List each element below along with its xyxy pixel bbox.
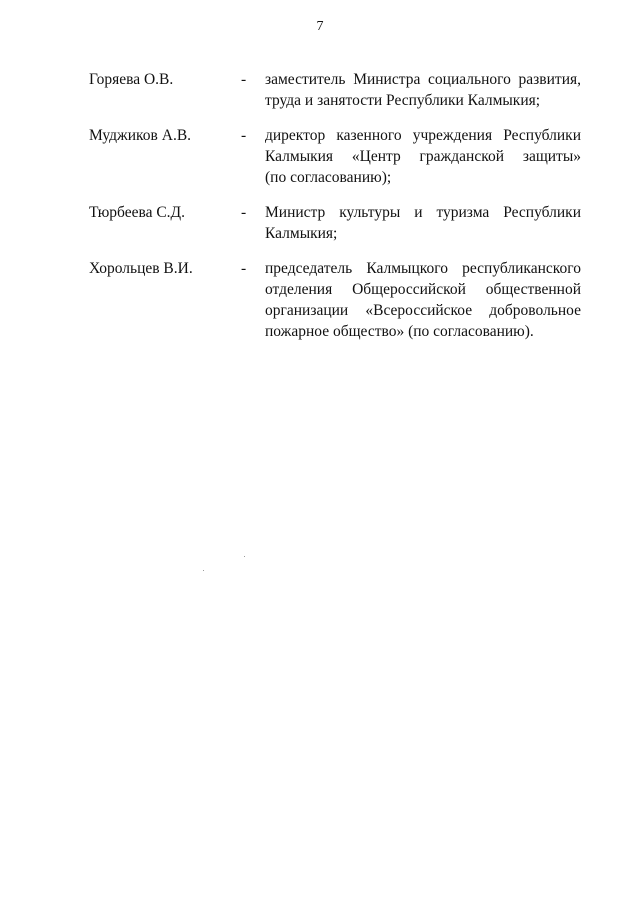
member-role <box>265 125 581 188</box>
role-line: Калмыкия; <box>265 225 338 242</box>
member-dash: - <box>241 204 247 221</box>
scan-speck <box>244 556 245 557</box>
role-line: отделения Общероссийской общественной <box>265 281 581 298</box>
member-row <box>89 125 584 188</box>
member-row <box>89 258 584 342</box>
member-list <box>89 69 584 356</box>
member-row <box>89 202 584 244</box>
member-name: Горяева О.В. <box>89 71 174 88</box>
member-name: Хорольцев В.И. <box>89 260 193 277</box>
role-line: Калмыкия «Центр гражданской защиты» <box>265 148 581 165</box>
member-name: Муджиков А.В. <box>89 127 192 144</box>
member-role <box>265 202 581 244</box>
member-dash: - <box>241 127 247 144</box>
role-line: заместитель Министра социального развития, <box>265 71 581 88</box>
member-row <box>89 69 584 111</box>
role-line: пожарное общество» (по согласованию). <box>265 323 534 340</box>
member-role <box>265 258 581 342</box>
member-role <box>265 69 581 111</box>
member-dash: - <box>241 260 247 277</box>
member-dash: - <box>241 71 247 88</box>
scan-speck <box>203 570 204 571</box>
role-line: директор казенного учреждения Республики <box>265 127 581 144</box>
role-line: организации «Всероссийское добровольное <box>265 302 581 319</box>
role-line: труда и занятости Республики Калмыкия; <box>265 92 541 109</box>
role-line: председатель Калмыцкого республиканского <box>265 260 581 277</box>
member-name: Тюрбеева С.Д. <box>89 204 185 221</box>
page-number: 7 <box>316 19 324 34</box>
role-line: (по согласованию); <box>265 169 392 186</box>
role-line: Министр культуры и туризма Республики <box>265 204 581 221</box>
